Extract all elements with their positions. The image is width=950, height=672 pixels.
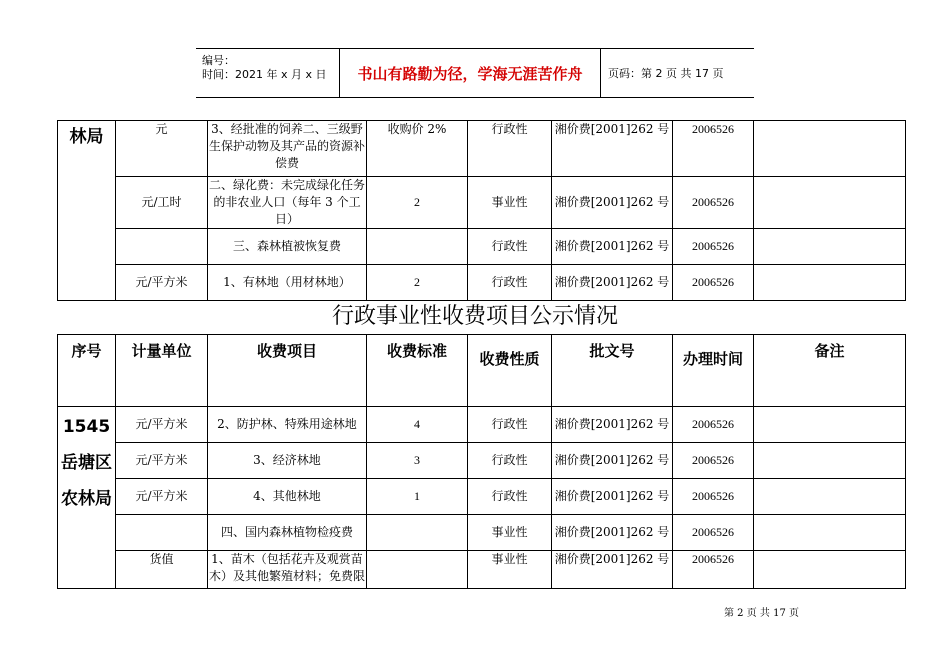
- doc-cell: 湘价费[2001]262 号: [552, 121, 673, 177]
- nature-cell: 行政性: [468, 121, 552, 177]
- section-title: 行政事业性收费项目公示情况: [331, 304, 618, 329]
- nature-cell: 行政性: [468, 443, 552, 479]
- nature-cell: 行政性: [468, 407, 552, 443]
- date-cell: 2006526: [673, 407, 754, 443]
- nature-cell: 事业性: [468, 515, 552, 551]
- table-row: [58, 479, 906, 515]
- item-cell: 三、森林植被恢复费: [208, 229, 367, 265]
- date-cell: 2006526: [673, 121, 754, 177]
- date-cell: 2006526: [673, 443, 754, 479]
- header-note: 备注: [754, 335, 906, 407]
- date-cell: 2006526: [673, 479, 754, 515]
- nature-cell: 事业性: [468, 551, 552, 589]
- date-cell: 2006526: [673, 229, 754, 265]
- note-cell: [754, 551, 906, 589]
- doc-cell: 湘价费[2001]262 号: [552, 443, 673, 479]
- standard-cell: 2: [367, 265, 468, 301]
- table-row: [58, 551, 906, 589]
- item-cell: 1、有林地（用材林地）: [208, 265, 367, 301]
- nature-cell: 行政性: [468, 265, 552, 301]
- date-cell: 2006526: [673, 515, 754, 551]
- org-cell: 林局: [58, 121, 116, 301]
- header-meta: [196, 49, 339, 97]
- unit-cell: [116, 515, 208, 551]
- unit-cell: 元/平方米: [116, 265, 208, 301]
- note-cell: [754, 515, 906, 551]
- note-cell: [754, 479, 906, 515]
- doc-cell: 湘价费[2001]262 号: [552, 515, 673, 551]
- standard-cell: 1: [367, 479, 468, 515]
- doc-cell: 湘价费[2001]262 号: [552, 265, 673, 301]
- standard-cell: [367, 515, 468, 551]
- unit-cell: 元: [116, 121, 208, 177]
- unit-cell: 元/平方米: [116, 479, 208, 515]
- header-page-label: 页码：第 2 页 共 17 页: [608, 67, 724, 80]
- note-cell: [754, 121, 906, 177]
- doc-cell: 湘价费[2001]262 号: [552, 229, 673, 265]
- item-cell: 3、经济林地: [208, 443, 367, 479]
- table-row: [58, 443, 906, 479]
- unit-cell: 元/平方米: [116, 407, 208, 443]
- date-cell: 2006526: [673, 177, 754, 229]
- nature-cell: 行政性: [468, 479, 552, 515]
- standard-cell: 2: [367, 177, 468, 229]
- header-unit: 计量单位: [116, 335, 208, 407]
- doc-cell: 湘价费[2001]262 号: [552, 551, 673, 589]
- note-cell: [754, 229, 906, 265]
- doc-cell: 湘价费[2001]262 号: [552, 177, 673, 229]
- number-label: 编号：: [202, 54, 235, 67]
- header-slogan: 书山有路勤为径，学海无涯苦作舟: [339, 49, 601, 97]
- unit-cell: 货值: [116, 551, 208, 589]
- date-cell: 2006526: [673, 265, 754, 301]
- table-row: [58, 121, 906, 177]
- item-cell: 四、国内森林植物检疫费: [208, 515, 367, 551]
- standard-cell: 3: [367, 443, 468, 479]
- unit-cell: 元/工时: [116, 177, 208, 229]
- page-footer: 第 2 页 共 17 页: [724, 608, 799, 619]
- table-header-row: [58, 335, 906, 407]
- note-cell: [754, 265, 906, 301]
- item-cell: 4、其他林地: [208, 479, 367, 515]
- standard-cell: [367, 229, 468, 265]
- fee-table: [57, 334, 906, 589]
- table-row: [58, 407, 906, 443]
- note-cell: [754, 407, 906, 443]
- note-cell: [754, 443, 906, 479]
- header-date: 办理时间: [673, 335, 754, 407]
- page-header: [196, 48, 754, 98]
- table-row: [58, 177, 906, 229]
- doc-cell: 湘价费[2001]262 号: [552, 479, 673, 515]
- header-seq: 序号: [58, 335, 116, 407]
- header-doc: 批文号: [552, 335, 673, 407]
- standard-cell: 4: [367, 407, 468, 443]
- header-standard: 收费标准: [367, 335, 468, 407]
- nature-cell: 事业性: [468, 177, 552, 229]
- date-label: 时间：2021 年 x 月 x 日: [202, 68, 327, 81]
- standard-cell: [367, 551, 468, 589]
- date-cell: 2006526: [673, 551, 754, 589]
- fee-table-continued: [57, 120, 906, 301]
- header-nature: 收费性质: [468, 335, 552, 407]
- doc-cell: 湘价费[2001]262 号: [552, 407, 673, 443]
- standard-cell: 收购价 2%: [367, 121, 468, 177]
- item-cell: 2、防护林、特殊用途林地: [208, 407, 367, 443]
- unit-cell: 元/平方米: [116, 443, 208, 479]
- org-cell: 1545 岳塘区农林局: [58, 407, 116, 589]
- item-cell: 1、苗木（包括花卉及观赏苗木）及其他繁殖材料；免费限: [208, 551, 367, 589]
- header-item: 收费项目: [208, 335, 367, 407]
- unit-cell: [116, 229, 208, 265]
- table-row: [58, 265, 906, 301]
- nature-cell: 行政性: [468, 229, 552, 265]
- item-cell: 二、绿化费：未完成绿化任务的非农业人口（每年 3 个工日）: [208, 177, 367, 229]
- note-cell: [754, 177, 906, 229]
- table-row: [58, 229, 906, 265]
- table-row: [58, 515, 906, 551]
- item-cell: 3、经批准的饲养二、三级野生保护动物及其产品的资源补偿费: [208, 121, 367, 177]
